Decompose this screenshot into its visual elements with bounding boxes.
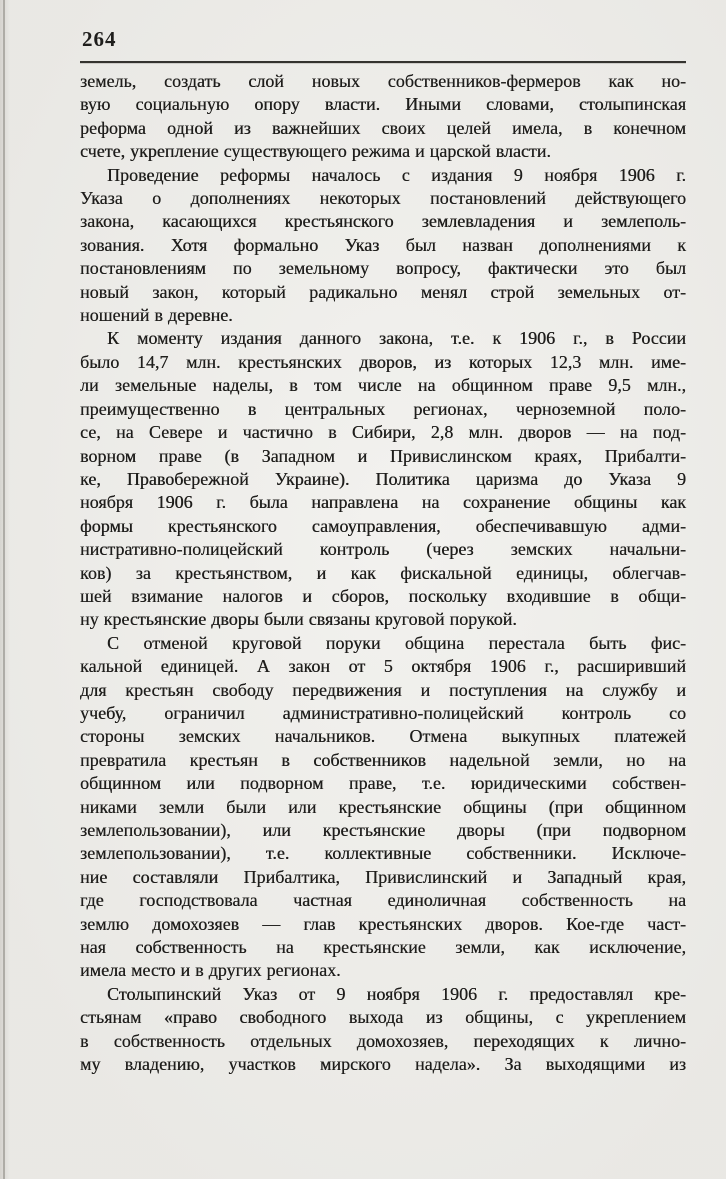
text-line: для крестьян свободу передвижения и поступления на службу и bbox=[80, 679, 686, 700]
text-line: землю домохозяев — глав крестьянских дворов. Кое-где част- bbox=[80, 913, 686, 934]
text-line: учебу, ограничил административно-полицейский контроль со bbox=[80, 702, 686, 723]
text-line: земель, создать слой новых собственников-фермеров как но- bbox=[80, 71, 686, 91]
paragraph bbox=[80, 983, 686, 1077]
text-line: реформа одной из важнейших своих целей имела, в конечном bbox=[80, 117, 686, 138]
text-line: Указа о дополнениях некоторых постановлений действующего bbox=[80, 188, 686, 209]
text-line: зования. Хотя формально Указ был назван дополнениями к bbox=[80, 234, 686, 255]
text-line: формы крестьянского самоуправления, обеспечивавшую адми- bbox=[80, 515, 686, 536]
text-line: землепользовании), т.е. коллективные собственники. Исключе- bbox=[80, 843, 686, 864]
paragraph bbox=[80, 164, 686, 328]
text-line: кальной единицей. А закон от 5 октября 1906 г., расширивший bbox=[80, 656, 686, 677]
text-line: было 14,7 млн. крестьянских дворов, из которых 12,3 млн. име- bbox=[80, 351, 686, 372]
text-line: Столыпинский Указ от 9 ноября 1906 г. предоставлял кре- bbox=[107, 983, 686, 1004]
text-line: се, на Севере и частично в Сибири, 2,8 млн. дворов — на под- bbox=[80, 422, 686, 443]
text-line: постановлениям по земельному вопросу, фактически это был bbox=[80, 258, 686, 279]
text-line: закона, касающихся крестьянского землевладения и землеполь- bbox=[80, 211, 686, 232]
text-line: шей взимание налогов и сборов, поскольку входившие в общи- bbox=[80, 585, 686, 606]
text-line: ние составляли Прибалтика, Привислинский и Западный края, bbox=[80, 866, 686, 887]
text-line: новый закон, который радикально менял строй земельных от- bbox=[80, 281, 686, 302]
text-line: Проведение реформы началось с издания 9 ноября 1906 г. bbox=[107, 164, 686, 185]
text-line: ну крестьянские дворы были связаны круговой порукой. bbox=[80, 609, 517, 630]
body-text bbox=[80, 70, 686, 1076]
text-line: стороны земских начальников. Отмена выкупных платежей bbox=[80, 726, 686, 747]
text-line: землепользовании), или крестьянские дворы (при подворном bbox=[80, 820, 686, 840]
text-line: преимущественно в центральных регионах, черноземной поло- bbox=[80, 398, 686, 419]
text-line: К моменту издания данного закона, т.е. к 1906 г., в России bbox=[107, 328, 686, 349]
text-line: ли земельные наделы, в том числе на общинном праве 9,5 млн., bbox=[80, 375, 686, 396]
text-line: ворном праве (в Западном и Привислинском краях, Прибалти- bbox=[80, 445, 686, 466]
text-line: ков) за крестьянством, и как фискальной единицы, облегчав- bbox=[80, 562, 686, 583]
text-line: С отменой круговой поруки община перестала быть фис- bbox=[107, 632, 686, 653]
text-line: превратила крестьян в собственников надельной земли, но на bbox=[80, 749, 686, 770]
binding-edge-line bbox=[3, 0, 5, 1179]
text-line: нистративно-полицейский контроль (через земских начальни- bbox=[80, 539, 686, 560]
text-line: счете, укрепление существующего режима и царской власти. bbox=[80, 141, 551, 162]
text-line: в собственность отдельных домохозяев, переходящих к лично- bbox=[80, 1030, 686, 1051]
paragraph bbox=[80, 327, 686, 631]
text-line: ная собственность на крестьянские земли, как исключение, bbox=[80, 937, 686, 958]
text-line: вую социальную опору власти. Иными словами, столыпинская bbox=[80, 94, 686, 115]
text-line: ношений в деревне. bbox=[80, 305, 233, 326]
text-line: стьянам «право свободного выхода из общины, с укреплением bbox=[80, 1007, 686, 1028]
page-number: 264 bbox=[82, 27, 117, 51]
text-line: имела место и в других регионах. bbox=[80, 960, 341, 981]
text-line: где господствовала частная единоличная собственность на bbox=[80, 890, 686, 911]
text-line: никами земли были или крестьянские общины (при общинном bbox=[80, 796, 686, 817]
text-line: ке, Правобережной Украине). Политика царизма до Указа 9 bbox=[80, 468, 686, 489]
paragraph bbox=[80, 632, 686, 983]
text-line: му владению, участков мирского надела». За выходящими из bbox=[80, 1054, 686, 1075]
header-rule bbox=[80, 61, 686, 63]
text-line: ноября 1906 г. была направлена на сохранение общины как bbox=[80, 492, 686, 513]
text-line: общинном или подворном праве, т.е. юридическими собствен- bbox=[80, 773, 686, 794]
paragraph bbox=[80, 70, 686, 164]
